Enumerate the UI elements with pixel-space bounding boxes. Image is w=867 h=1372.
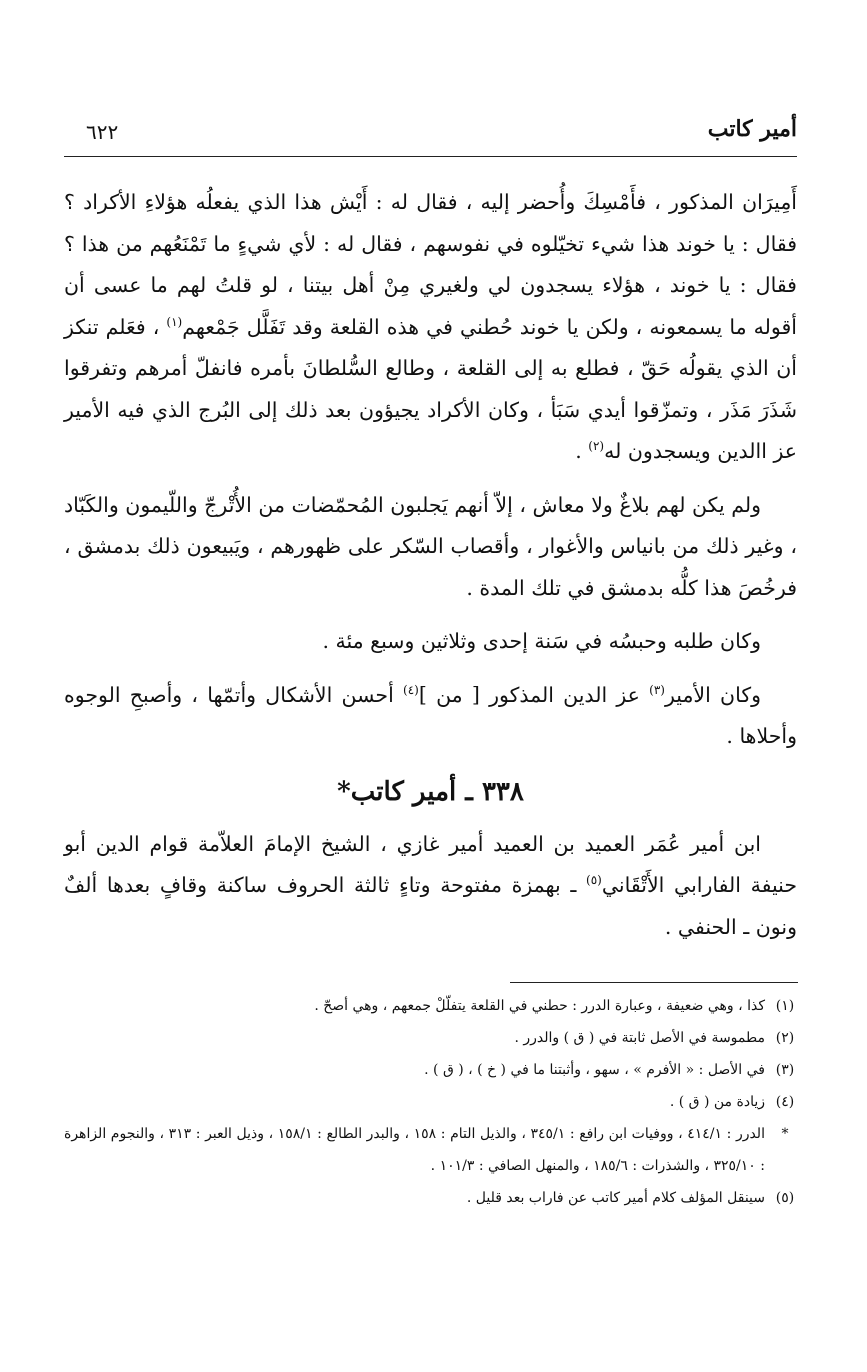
footnotes — [64, 990, 805, 1214]
footnote-text: كذا ، وهي ضعيفة ، وعبارة الدرر : حطني في القلعة يتفلّلْ جمعهم ، وهي أصحّ . — [314, 998, 765, 1014]
section-title: ٣٣٨ ـ أمير كاتب* — [337, 776, 524, 807]
footnote-ref-3: (٣) — [649, 682, 665, 697]
biography-text-b: ـ بهمزة مفتوحة وتاءٍ ثالثة الحروف ساكنة وقافٍ بعدها ألفٌ ونون ـ الحنفي . — [64, 873, 797, 939]
footnote-3 — [64, 1054, 805, 1086]
paragraph-3: وكان طلبه وحبسُه في سَنة إحدى وثلاثين وسبع مئة . — [322, 629, 761, 653]
paragraph-4-text-b: عز الدين المذكور [ من ] — [418, 682, 650, 707]
footnote-ref-2: (٢) — [588, 439, 605, 454]
main-text — [64, 182, 797, 960]
footnote-4 — [64, 1086, 805, 1118]
footnote-divider — [510, 982, 798, 983]
paragraph-1-text-c: . — [575, 439, 589, 463]
paragraph-1-text-a: أَمِيرَان المذكور ، فأَمْسِكَ وأُحضر إليه ، فقال له : أَيْش هذا الذي يفعلُه هؤلاءِ الأكراد ؟ فقال : يا خوند هذا شيء تخيّلوه في نفوسهم ، فقال له : لأي شيءٍ ما تَمْنَعُهم من هذا ؟ فقال : يا خوند ، هؤلاء يسجدون لي ولغيري مِنْ أهل بيتنا ، لو قلتُ لهم ما عسى أن أقوله ما يسمعونه ، ولكن يا خوند حُطني في هذه القلعة وقد تَفَلَّل جَمْعهم — [64, 190, 797, 339]
footnote-text: مطموسة في الأصل ثابتة في ( ق ) والدرر . — [514, 1030, 765, 1046]
paragraph-4-text-c: أحسن الأشكال وأتمّها ، وأصبحِ الوجوه وأحلاها . — [64, 682, 797, 748]
footnote-text: الدرر : ٤١٤/١ ، ووفيات ابن رافع : ٣٤٥/١ ، والذيل التام : ١٥٨ ، والبدر الطالع : ١٥٨/١ ، وذيل العبر : ٣١٣ ، والنجوم الزاهرة : ٣٢٥/١٠ ، والشذرات : ١٨٥/٦ ، والمنهل الصافي : ١٠١/٣ . — [64, 1126, 765, 1174]
paragraph-4-text-a: وكان الأمير — [664, 682, 761, 707]
footnote-marker: (٣) — [775, 1062, 795, 1078]
footnote-marker: (٥) — [775, 1190, 795, 1206]
footnote-sources — [64, 1118, 805, 1182]
footnote-text: في الأصل : « الأفرم » ، سهو ، وأثبتنا ما في ( خ ) ، ( ق ) . — [424, 1062, 765, 1078]
footnote-ref-5: (٥) — [586, 873, 602, 888]
paragraph-2: ولم يكن لهم بلاغٌ ولا معاش ، إلاّ أنهم يَجلبون المُحمّضات من الأُتْرجّ واللّيمون والكَبّاد ، وغير ذلك من بانياس والأغوار ، وأقصاب السّكر على ظهورهم ، ويَبيعون ذلك بدمشق ، فرخُصَ هذا كلُّه بدمشق في تلك المدة . — [64, 492, 797, 600]
footnote-ref-4: (٤) — [403, 682, 419, 697]
footnote-ref-1: (١) — [166, 314, 183, 329]
footnote-marker: * — [781, 1126, 789, 1142]
page-number: ٦٢٢ — [86, 120, 119, 144]
footnote-5 — [64, 1182, 805, 1214]
footnote-2 — [64, 1022, 805, 1054]
footnote-marker: (٢) — [775, 1030, 795, 1046]
footnote-text: سينقل المؤلف كلام أمير كاتب عن فاراب بعد قليل . — [466, 1190, 765, 1206]
paragraph-1-text-b: ، فعَلم تنكز أن الذي يقولُه حَقّ ، فطلع به إلى القلعة ، وطالع السُّلطانَ بأمره فانفلّ أمرهم وتفرقوا شَذَرَ مَذَر ، وتمزّقوا أيدي سَبَأ ، وكان الأكراد يجيؤون بعد ذلك إلى البُرج الذي فيه الأمير عز االدين ويسجدون له — [64, 314, 797, 463]
footnote-1 — [64, 990, 805, 1022]
page-header — [64, 116, 797, 157]
paragraph-4 — [64, 675, 797, 758]
footnote-text: زيادة من ( ق ) . — [669, 1094, 765, 1110]
biography-text-a: ابن أمير عُمَر العميد بن العميد أمير غازي ، الشيخ الإمامَ العلاّمة قوام الدين أبو حنيفة الفارابي الأَتْقَاني — [64, 831, 797, 897]
running-title: أمير كاتب — [707, 116, 797, 142]
paragraph-1 — [64, 182, 797, 473]
footnote-marker: (٤) — [775, 1094, 795, 1110]
biography-paragraph — [64, 824, 797, 949]
footnote-marker: (١) — [775, 998, 795, 1014]
